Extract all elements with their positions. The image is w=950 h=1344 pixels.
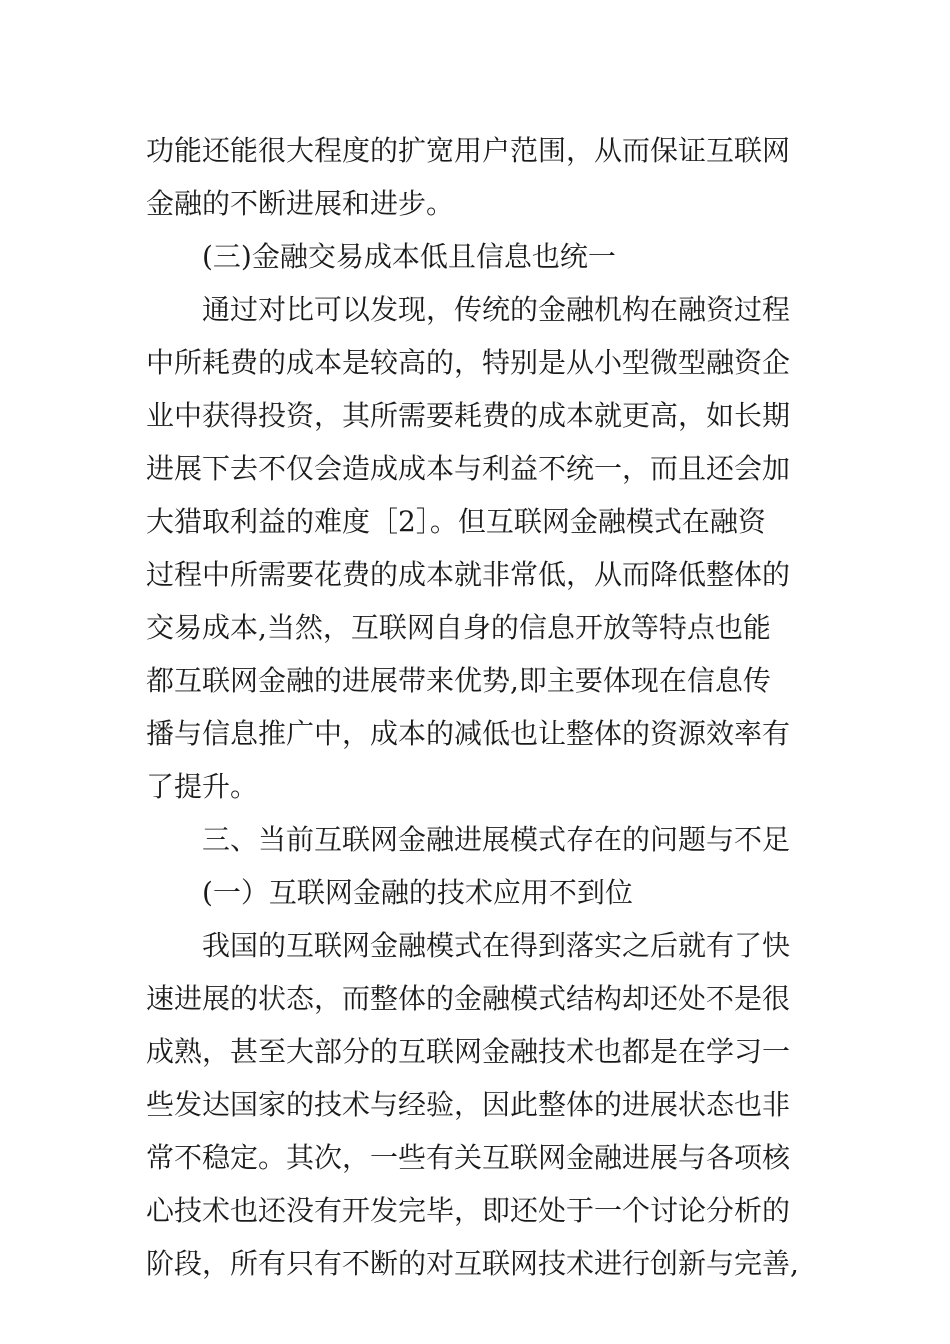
document-body — [146, 124, 826, 1290]
text-line-13: 了提升。 — [146, 770, 259, 803]
text-line-2: 金融的不断进展和进步。 — [146, 187, 455, 220]
text-line-21: 心技术也还没有开发完毕，即还处于一个讨论分析的 — [146, 1194, 791, 1227]
text-line-20: 常不稳定。其次，一些有关互联网金融进展与各项核 — [146, 1141, 791, 1174]
text-line-16: 我国的互联网金融模式在得到落实之后就有了快 — [202, 929, 791, 962]
text-line-6: 业中获得投资，其所需要耗费的成本就更高，如长期 — [146, 399, 791, 432]
text-line-5: 中所耗费的成本是较高的，特别是从小型微型融资企 — [146, 346, 791, 379]
text-line-4: 通过对比可以发现，传统的金融机构在融资过程 — [202, 293, 791, 326]
text-line-8: 大猎取利益的难度［2］。但互联网金融模式在融资 — [146, 505, 766, 538]
text-line-19: 些发达国家的技术与经验，因此整体的进展状态也非 — [146, 1088, 791, 1121]
text-line-17: 速进展的状态，而整体的金融模式结构却还处不是很 — [146, 982, 791, 1015]
text-line-12: 播与信息推广中，成本的减低也让整体的资源效率有 — [146, 717, 791, 750]
text-line-22: 阶段，所有只有不断的对互联网技术进行创新与完善, — [146, 1247, 799, 1280]
text-line-9: 过程中所需要花费的成本就非常低，从而降低整体的 — [146, 558, 791, 591]
text-line-10: 交易成本,当然，互联网自身的信息开放等特点也能 — [146, 611, 771, 644]
text-line-18: 成熟，甚至大部分的互联网金融技术也都是在学习一 — [146, 1035, 791, 1068]
text-line-11: 都互联网金融的进展带来优势,即主要体现在信息传 — [146, 664, 771, 697]
text-line-7: 进展下去不仅会造成成本与利益不统一，而且还会加 — [146, 452, 791, 485]
section-heading-3: (三)金融交易成本低且信息也统一 — [202, 240, 616, 273]
text-line-1: 功能还能很大程度的扩宽用户范围，从而保证互联网 — [146, 134, 791, 167]
section-heading-1: (一）互联网金融的技术应用不到位 — [202, 876, 633, 909]
chapter-heading-3: 三、当前互联网金融进展模式存在的问题与不足 — [202, 823, 791, 856]
